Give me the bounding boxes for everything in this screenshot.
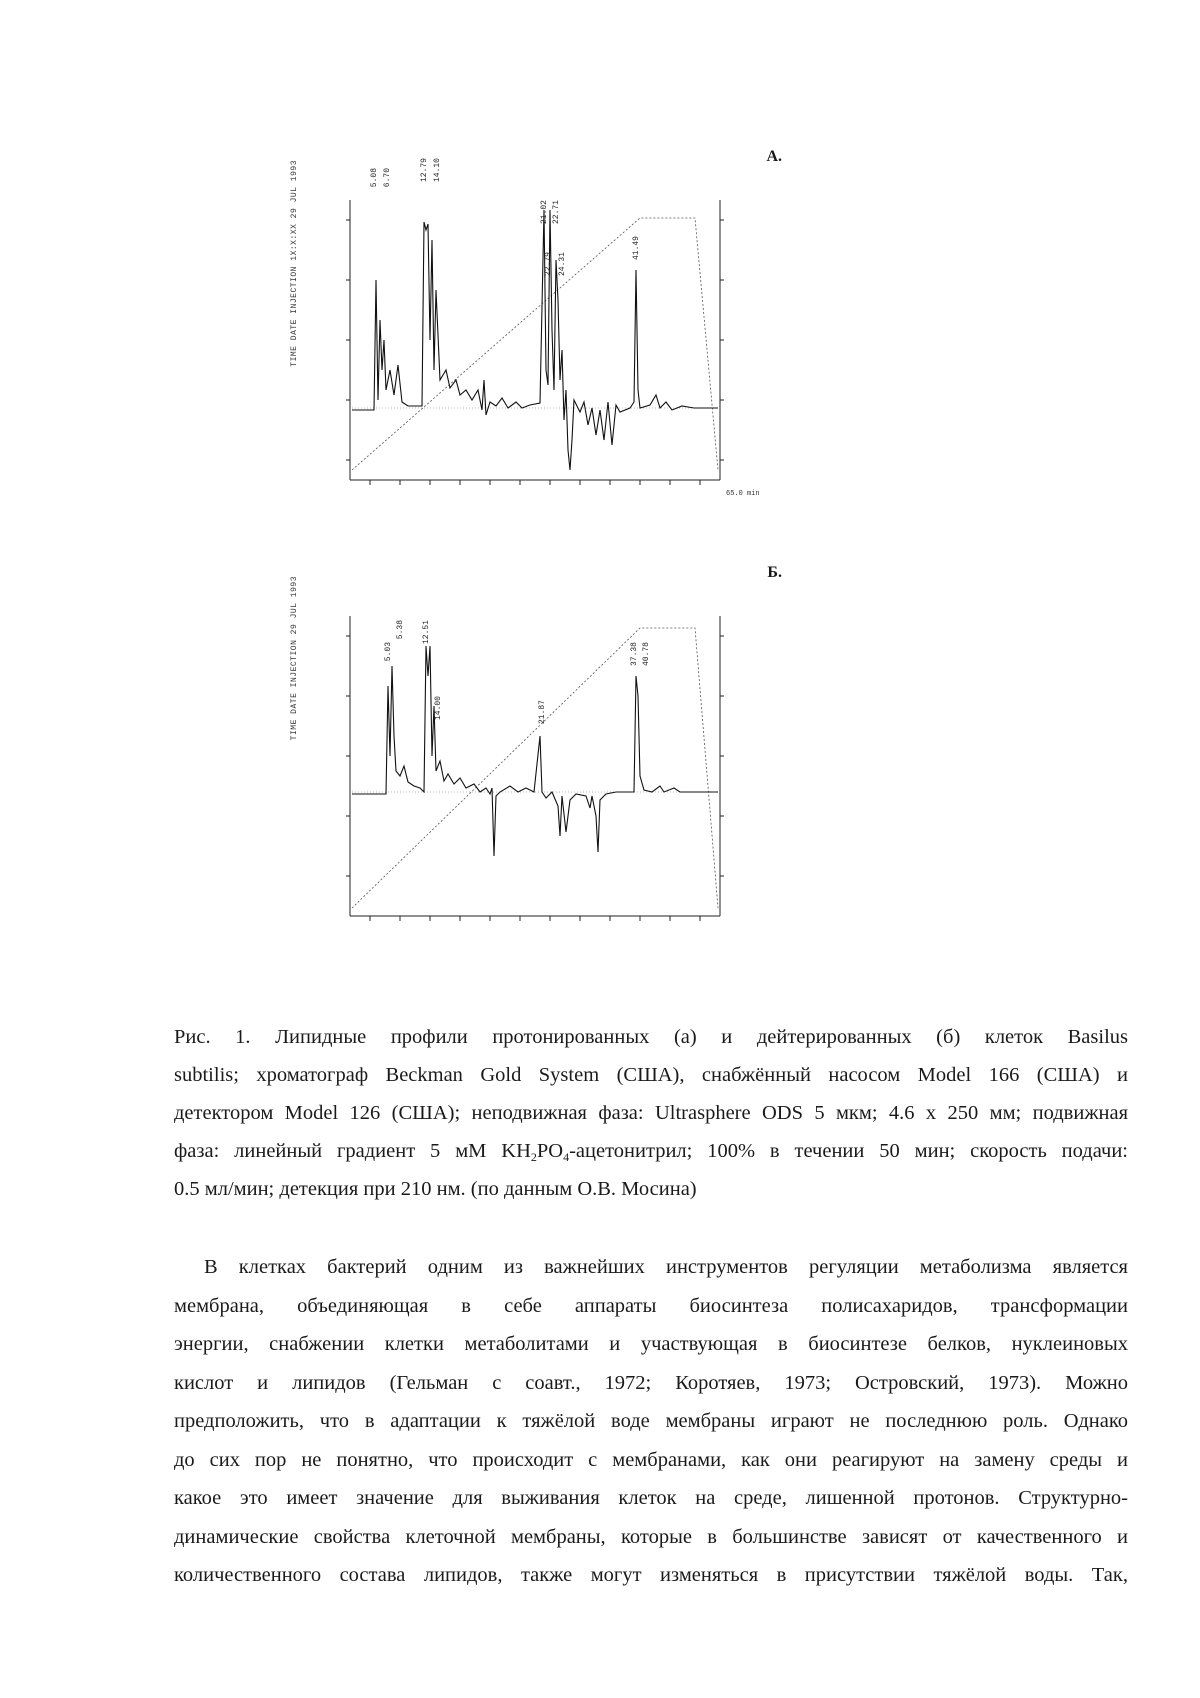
caption-text: фаза: линейный градиент 5 мМ KH bbox=[174, 1140, 531, 1162]
panel-a-time-label: 65.0 min bbox=[726, 490, 760, 498]
panel-a-peak-label: 22.79 bbox=[544, 252, 553, 277]
paragraph-line: кислот и липидов (Гельман с соавт., 1972; Коротяев, 1973; Островский, 1973). Можно bbox=[174, 1371, 1128, 1394]
caption-line: subtilis; хроматограф Beckman Gold System (США), снабжённый насосом Model 166 (США) и bbox=[174, 1064, 1128, 1086]
caption-text: PO bbox=[536, 1140, 564, 1162]
paragraph-line: количественного состава липидов, также могут изменяться в присутствии тяжёлой воды. Так, bbox=[174, 1564, 1128, 1586]
paragraph-line: до сих пор не понятно, что происходит с мембранами, как они реагируют на замену среды и bbox=[174, 1448, 1128, 1471]
panel-b-letter: Б. bbox=[767, 564, 782, 581]
chromatogram-panel-b bbox=[290, 556, 790, 976]
panel-b-peak-label: 5.03 bbox=[384, 642, 393, 662]
panel-a-peak-label: 12.79 bbox=[420, 158, 429, 183]
caption-line-formula bbox=[174, 1132, 1128, 1170]
chromatogram-panel-a bbox=[290, 140, 790, 540]
caption-line: Рис. 1. Липидные профили протонированных (а) и дейтерированных (б) клеток Basilus bbox=[174, 1026, 1128, 1048]
panel-a-header: TIME DATE INJECTION 1X:X:XX 29 JUL 1993 bbox=[290, 160, 299, 367]
panel-a-peak-label: 21.02 bbox=[540, 200, 549, 225]
panel-a-peak-label: 5.08 bbox=[370, 168, 379, 188]
caption-text: -ацетонитрил; 100% в течении 50 мин; скорость подачи: bbox=[569, 1140, 1128, 1162]
subscript: 2 bbox=[530, 1150, 537, 1164]
panel-a-letter: А. bbox=[766, 148, 782, 165]
panel-b-peak-label: 5.38 bbox=[396, 620, 405, 640]
panel-b-peak-label: 14.00 bbox=[434, 696, 443, 721]
figure-chromatograms bbox=[290, 140, 790, 976]
figure-caption bbox=[174, 1018, 1128, 1208]
body-paragraph bbox=[174, 1248, 1128, 1595]
paragraph-line: динамические свойства клеточной мембраны, которые в большинстве зависят от качественного и bbox=[174, 1525, 1128, 1548]
panel-b-peak-label: 40.78 bbox=[642, 642, 651, 667]
panel-a-peak-label: 41.49 bbox=[632, 236, 641, 261]
paragraph-line: В клетках бактерий одним из важнейших инструментов регуляции метаболизма является bbox=[204, 1256, 1128, 1278]
subscript: 4 bbox=[563, 1150, 570, 1164]
paragraph-line: энергии, снабжении клетки метаболитами и участвующая в биосинтезе белков, нуклеиновых bbox=[174, 1333, 1128, 1355]
panel-b-plot bbox=[290, 556, 790, 976]
panel-a-peak-label: 24.31 bbox=[558, 252, 567, 277]
paragraph-line: мембрана, объединяющая в себе аппараты биосинтеза полисахаридов, трансформации bbox=[174, 1294, 1128, 1317]
paragraph-line: предположить, что в адаптации к тяжёлой воде мембраны играют не последнюю роль. Однако bbox=[174, 1410, 1128, 1432]
caption-line: детектором Model 126 (США); неподвижная фаза: Ultrasphere ODS 5 мкм; 4.6 х 250 мм; подвижная bbox=[174, 1102, 1128, 1124]
panel-a-peak-label: 14.10 bbox=[433, 158, 442, 183]
paragraph-line: какое это имеет значение для выживания клеток на среде, лишенной протонов. Структурно- bbox=[174, 1487, 1128, 1509]
panel-b-header: TIME DATE INJECTION 29 JUL 1993 bbox=[290, 576, 299, 741]
panel-b-peak-label: 37.38 bbox=[630, 642, 639, 667]
caption-line: 0.5 мл/мин; детекция при 210 нм. (по данным О.В. Мосина) bbox=[174, 1178, 697, 1200]
panel-b-peak-label: 12.51 bbox=[422, 620, 431, 645]
panel-b-peak-label: 21.87 bbox=[538, 700, 547, 725]
panel-a-peak-label: 6.70 bbox=[383, 168, 392, 188]
panel-a-peak-label: 22.71 bbox=[552, 200, 561, 225]
